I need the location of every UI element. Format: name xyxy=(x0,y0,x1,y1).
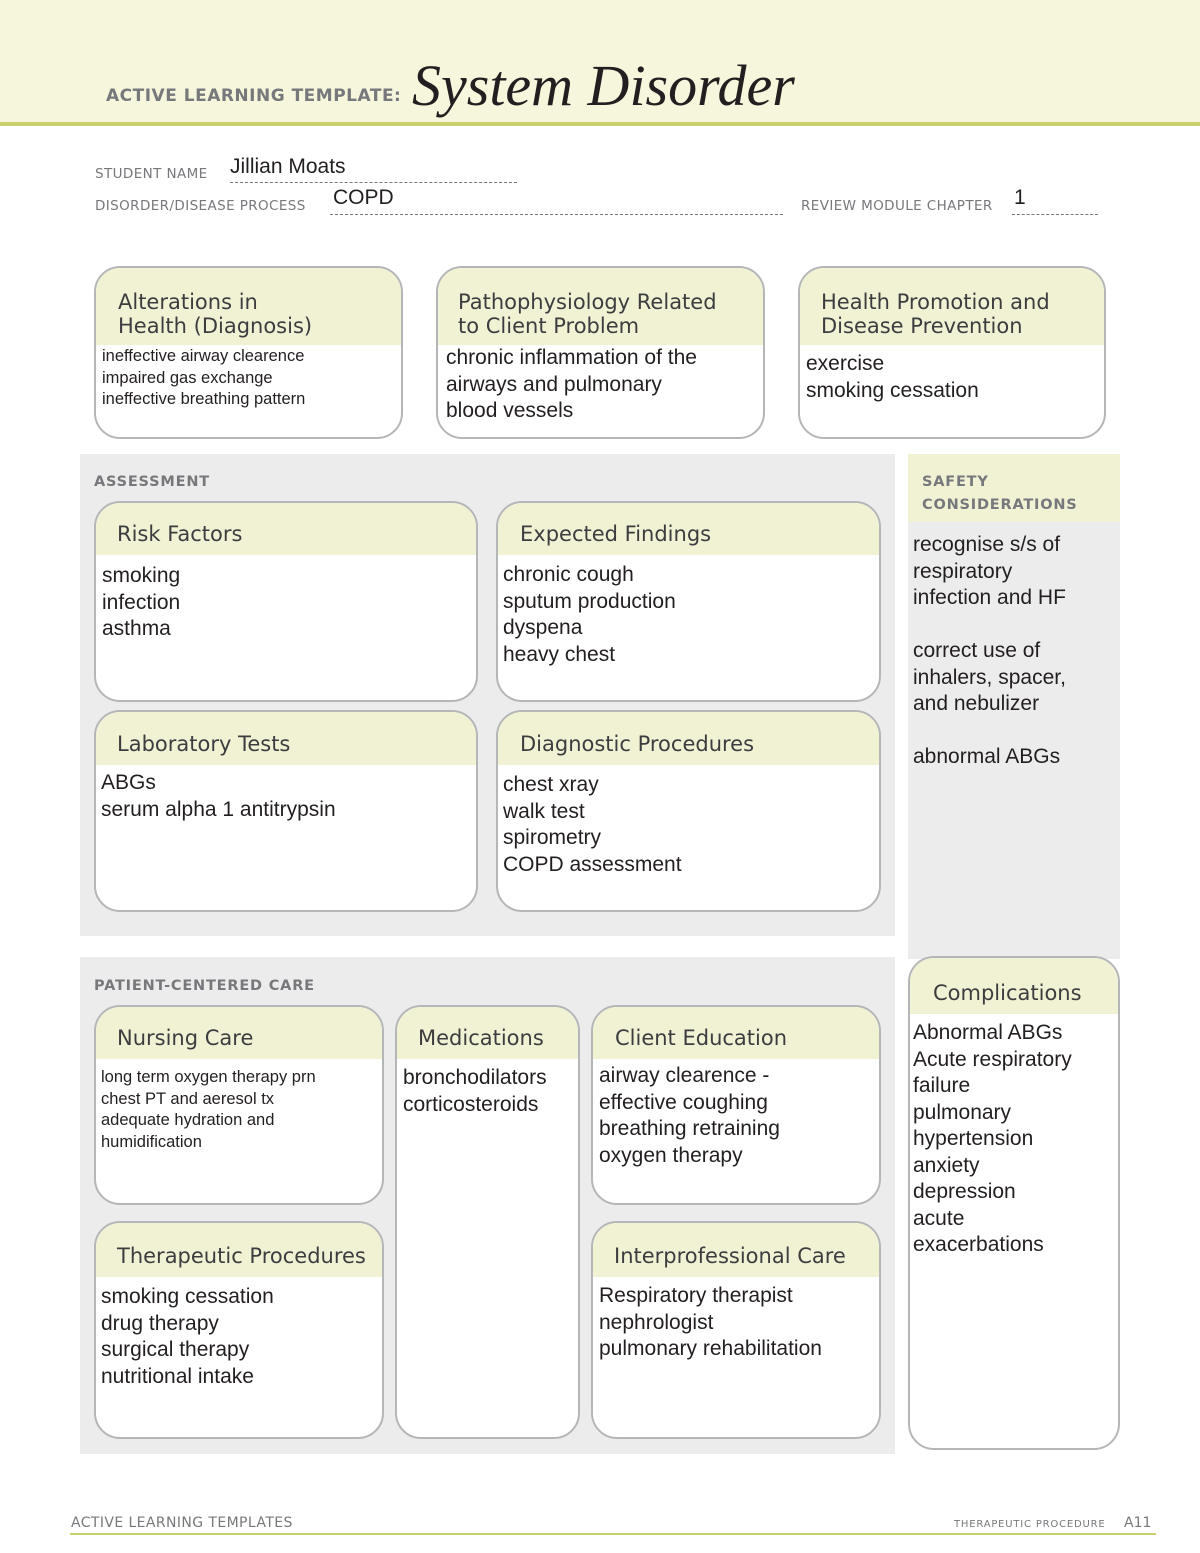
patient-care-heading: PATIENT-CENTERED CARE xyxy=(94,978,315,994)
risk-factors-text[interactable]: smoking infection asthma xyxy=(102,564,181,640)
complications-box xyxy=(908,956,1120,1450)
footer-left-label: ACTIVE LEARNING TEMPLATES xyxy=(71,1515,293,1531)
complications-text[interactable]: Abnormal ABGs Acute respiratory failure pulmonary hypertension anxiety depression acute exacerbations xyxy=(913,1021,1072,1256)
diagnostic-procedures-box xyxy=(496,710,881,912)
pathophysiology-title: Pathophysiology Related to Client Problem xyxy=(458,290,717,338)
disorder-field[interactable]: COPD xyxy=(333,186,394,209)
expected-findings-box xyxy=(496,501,881,702)
assessment-heading: ASSESSMENT xyxy=(94,474,210,490)
page-title: System Disorder xyxy=(412,53,795,118)
alterations-text[interactable]: ineffective airway clearence impaired gas exchange ineffective breathing pattern xyxy=(102,347,306,408)
risk-factors-box xyxy=(94,501,478,702)
footer-divider xyxy=(70,1533,1156,1535)
client-education-title: Client Education xyxy=(615,1026,788,1050)
health-promotion-text[interactable]: exercise smoking cessation xyxy=(806,352,979,402)
expected-findings-text[interactable]: chronic cough sputum production dyspena heavy chest xyxy=(503,563,676,666)
interprofessional-care-box xyxy=(591,1221,881,1439)
pathophysiology-text[interactable]: chronic inflammation of the airways and pulmonary blood vessels xyxy=(446,346,697,422)
medications-text[interactable]: bronchodilators corticosteroids xyxy=(403,1066,547,1116)
alterations-title: Alterations in Health (Diagnosis) xyxy=(118,290,313,338)
medications-box xyxy=(395,1005,580,1439)
chapter-field[interactable]: 1 xyxy=(1014,186,1026,209)
laboratory-tests-text[interactable]: ABGs serum alpha 1 antitrypsin xyxy=(101,771,336,821)
template-label: ACTIVE LEARNING TEMPLATE: xyxy=(106,86,402,106)
alterations-box xyxy=(94,266,403,439)
laboratory-tests-box xyxy=(94,710,478,912)
footer-right-label: THERAPEUTIC PROCEDURE xyxy=(954,1519,1106,1530)
safety-text[interactable]: recognise s/s of respiratory infection and HF correct use of inhalers, spacer, and nebulizer abnormal ABGs xyxy=(913,533,1066,768)
therapeutic-procedures-text[interactable]: smoking cessation drug therapy surgical therapy nutritional intake xyxy=(101,1285,274,1388)
nursing-care-text[interactable]: long term oxygen therapy prn chest PT and aeresol tx adequate hydration and humidification xyxy=(101,1068,316,1151)
health-promotion-title: Health Promotion and Disease Prevention xyxy=(821,290,1050,338)
medications-title: Medications xyxy=(418,1026,544,1050)
diagnostic-procedures-text[interactable]: chest xray walk test spirometry COPD assessment xyxy=(503,773,682,876)
page-number: A11 xyxy=(1124,1515,1152,1531)
header-divider xyxy=(0,122,1200,126)
expected-findings-title: Expected Findings xyxy=(520,522,712,546)
chapter-line xyxy=(1012,214,1098,215)
diagnostic-procedures-title: Diagnostic Procedures xyxy=(520,732,755,756)
pathophysiology-box xyxy=(436,266,765,439)
student-name-field[interactable]: Jillian Moats xyxy=(230,155,346,178)
interprofessional-care-title: Interprofessional Care xyxy=(614,1244,846,1268)
nursing-care-title: Nursing Care xyxy=(117,1026,254,1050)
client-education-text[interactable]: airway clearence - effective coughing breathing retraining oxygen therapy xyxy=(599,1064,780,1167)
risk-factors-title: Risk Factors xyxy=(117,522,243,546)
disorder-label: DISORDER/DISEASE PROCESS xyxy=(95,198,306,214)
chapter-label: REVIEW MODULE CHAPTER xyxy=(801,198,993,214)
therapeutic-procedures-box xyxy=(94,1221,384,1439)
complications-title: Complications xyxy=(933,981,1082,1005)
therapeutic-procedures-title: Therapeutic Procedures xyxy=(117,1244,366,1268)
student-name-line xyxy=(230,182,517,183)
disorder-line xyxy=(330,214,783,215)
client-education-box xyxy=(591,1005,881,1205)
nursing-care-box xyxy=(94,1005,384,1205)
student-name-label: STUDENT NAME xyxy=(95,166,208,182)
health-promotion-box xyxy=(798,266,1106,439)
laboratory-tests-title: Laboratory Tests xyxy=(117,732,291,756)
safety-heading: SAFETY CONSIDERATIONS xyxy=(922,474,1078,513)
interprofessional-care-text[interactable]: Respiratory therapist nephrologist pulmonary rehabilitation xyxy=(599,1284,822,1360)
